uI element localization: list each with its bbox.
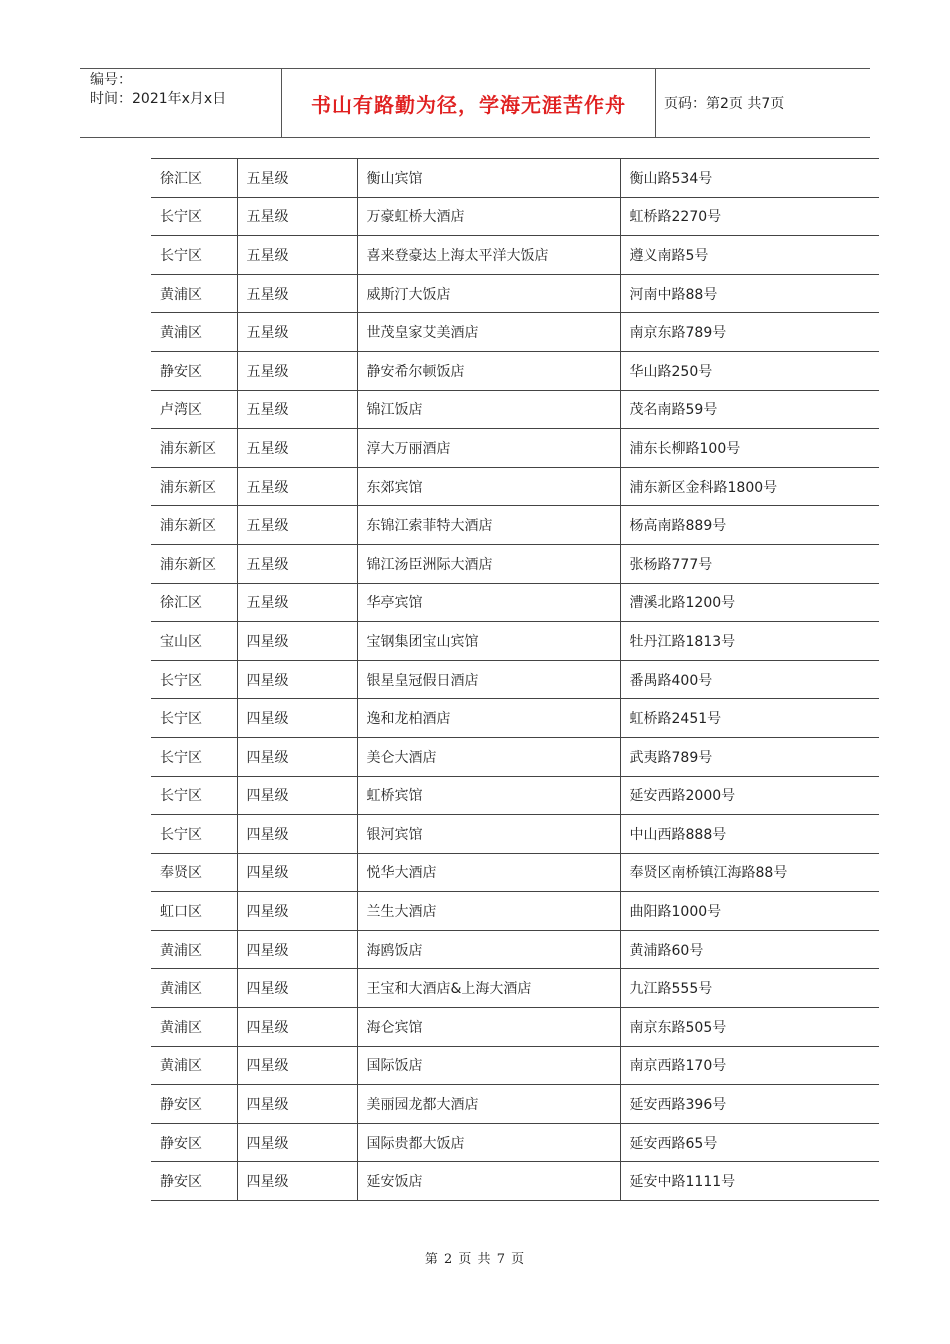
hotel-district-cell: 长宁区 (151, 197, 237, 236)
hotel-grade-cell: 四星级 (237, 1008, 357, 1047)
hotel-name-cell: 世茂皇家艾美酒店 (357, 313, 620, 352)
hotel-district-cell: 长宁区 (151, 660, 237, 699)
document-date-label: 时间：2021年x月x日 (90, 91, 227, 107)
hotel-table (151, 158, 879, 1201)
hotel-grade-cell: 五星级 (237, 197, 357, 236)
hotel-district-cell: 浦东新区 (151, 467, 237, 506)
hotel-district-cell: 宝山区 (151, 622, 237, 661)
hotel-grade-cell: 五星级 (237, 506, 357, 545)
hotel-grade-cell: 五星级 (237, 544, 357, 583)
hotel-address-cell: 南京东路505号 (620, 1008, 879, 1047)
hotel-address-cell: 虹桥路2451号 (620, 699, 879, 738)
hotel-name-cell: 国际饭店 (357, 1046, 620, 1085)
hotel-grade-cell: 四星级 (237, 660, 357, 699)
hotel-address-cell: 延安西路65号 (620, 1123, 879, 1162)
hotel-district-cell: 虹口区 (151, 892, 237, 931)
hotel-district-cell: 静安区 (151, 1162, 237, 1201)
hotel-district-cell: 静安区 (151, 1123, 237, 1162)
table-row (151, 159, 879, 198)
hotel-name-cell: 静安希尔顿饭店 (357, 351, 620, 390)
hotel-grade-cell: 四星级 (237, 1123, 357, 1162)
hotel-name-cell: 华亭宾馆 (357, 583, 620, 622)
table-row (151, 583, 879, 622)
document-number-label: 编号： (90, 72, 132, 88)
hotel-address-cell: 九江路555号 (620, 969, 879, 1008)
table-row (151, 467, 879, 506)
hotel-district-cell: 长宁区 (151, 776, 237, 815)
hotel-address-cell: 武夷路789号 (620, 737, 879, 776)
hotel-address-cell: 南京西路170号 (620, 1046, 879, 1085)
hotel-district-cell: 黄浦区 (151, 930, 237, 969)
hotel-name-cell: 银河宾馆 (357, 815, 620, 854)
hotel-name-cell: 美仑大酒店 (357, 737, 620, 776)
hotel-address-cell: 浦东新区金科路1800号 (620, 467, 879, 506)
hotel-address-cell: 茂名南路59号 (620, 390, 879, 429)
hotel-grade-cell: 四星级 (237, 699, 357, 738)
table-row (151, 1046, 879, 1085)
hotel-name-cell: 威斯汀大饭店 (357, 274, 620, 313)
hotel-address-cell: 浦东长柳路100号 (620, 429, 879, 468)
table-row (151, 429, 879, 468)
hotel-district-cell: 黄浦区 (151, 274, 237, 313)
hotel-grade-cell: 四星级 (237, 892, 357, 931)
hotel-grade-cell: 四星级 (237, 622, 357, 661)
hotel-address-cell: 中山西路888号 (620, 815, 879, 854)
hotel-grade-cell: 四星级 (237, 1046, 357, 1085)
table-row (151, 351, 879, 390)
hotel-grade-cell: 四星级 (237, 815, 357, 854)
hotel-grade-cell: 四星级 (237, 930, 357, 969)
page-header (80, 68, 870, 138)
table-row (151, 737, 879, 776)
hotel-address-cell: 延安西路396号 (620, 1085, 879, 1124)
table-row (151, 892, 879, 931)
hotel-address-cell: 漕溪北路1200号 (620, 583, 879, 622)
hotel-district-cell: 徐汇区 (151, 159, 237, 198)
hotel-name-cell: 国际贵都大饭店 (357, 1123, 620, 1162)
hotel-grade-cell: 四星级 (237, 1085, 357, 1124)
table-row (151, 506, 879, 545)
table-row (151, 930, 879, 969)
hotel-address-cell: 番禺路400号 (620, 660, 879, 699)
hotel-grade-cell: 四星级 (237, 776, 357, 815)
table-row (151, 1085, 879, 1124)
hotel-address-cell: 遵义南路5号 (620, 236, 879, 275)
hotel-grade-cell: 四星级 (237, 853, 357, 892)
hotel-name-cell: 东郊宾馆 (357, 467, 620, 506)
hotel-name-cell: 虹桥宾馆 (357, 776, 620, 815)
hotel-name-cell: 银星皇冠假日酒店 (357, 660, 620, 699)
hotel-address-cell: 曲阳路1000号 (620, 892, 879, 931)
hotel-grade-cell: 五星级 (237, 159, 357, 198)
hotel-grade-cell: 五星级 (237, 236, 357, 275)
table-row (151, 1008, 879, 1047)
hotel-address-cell: 虹桥路2270号 (620, 197, 879, 236)
hotel-district-cell: 浦东新区 (151, 506, 237, 545)
hotel-district-cell: 黄浦区 (151, 1046, 237, 1085)
hotel-name-cell: 东锦江索菲特大酒店 (357, 506, 620, 545)
table-row (151, 969, 879, 1008)
hotel-name-cell: 宝钢集团宝山宾馆 (357, 622, 620, 661)
hotel-address-cell: 奉贤区南桥镇江海路88号 (620, 853, 879, 892)
hotel-name-cell: 锦江汤臣洲际大酒店 (357, 544, 620, 583)
hotel-address-cell: 延安中路1111号 (620, 1162, 879, 1201)
header-page-number: 页码：第2页 共7页 (664, 96, 785, 112)
table-row (151, 622, 879, 661)
hotel-district-cell: 奉贤区 (151, 853, 237, 892)
hotel-district-cell: 静安区 (151, 351, 237, 390)
hotel-grade-cell: 五星级 (237, 467, 357, 506)
hotel-address-cell: 衡山路534号 (620, 159, 879, 198)
hotel-district-cell: 静安区 (151, 1085, 237, 1124)
hotel-district-cell: 黄浦区 (151, 313, 237, 352)
table-row (151, 236, 879, 275)
hotel-name-cell: 淳大万丽酒店 (357, 429, 620, 468)
table-row (151, 313, 879, 352)
hotel-district-cell: 黄浦区 (151, 1008, 237, 1047)
hotel-grade-cell: 四星级 (237, 737, 357, 776)
hotel-district-cell: 卢湾区 (151, 390, 237, 429)
hotel-name-cell: 海鸥饭店 (357, 930, 620, 969)
hotel-district-cell: 长宁区 (151, 737, 237, 776)
hotel-address-cell: 杨高南路889号 (620, 506, 879, 545)
table-row (151, 1162, 879, 1201)
table-row (151, 853, 879, 892)
hotel-district-cell: 长宁区 (151, 236, 237, 275)
hotel-name-cell: 悦华大酒店 (357, 853, 620, 892)
hotel-address-cell: 黄浦路60号 (620, 930, 879, 969)
hotel-name-cell: 锦江饭店 (357, 390, 620, 429)
hotel-name-cell: 海仑宾馆 (357, 1008, 620, 1047)
hotel-grade-cell: 五星级 (237, 351, 357, 390)
hotel-grade-cell: 四星级 (237, 969, 357, 1008)
hotel-district-cell: 长宁区 (151, 699, 237, 738)
hotel-grade-cell: 五星级 (237, 429, 357, 468)
page-footer: 第 2 页 共 7 页 (424, 1252, 526, 1267)
table-row (151, 197, 879, 236)
hotel-table-body (151, 159, 879, 1201)
hotel-name-cell: 美丽园龙都大酒店 (357, 1085, 620, 1124)
hotel-district-cell: 徐汇区 (151, 583, 237, 622)
hotel-address-cell: 南京东路789号 (620, 313, 879, 352)
header-motto: 书山有路勤为径，学海无涯苦作舟 (282, 69, 656, 137)
table-row (151, 815, 879, 854)
table-row (151, 660, 879, 699)
hotel-district-cell: 浦东新区 (151, 429, 237, 468)
hotel-address-cell: 延安西路2000号 (620, 776, 879, 815)
hotel-grade-cell: 五星级 (237, 583, 357, 622)
hotel-name-cell: 衡山宾馆 (357, 159, 620, 198)
table-row (151, 776, 879, 815)
hotel-address-cell: 河南中路88号 (620, 274, 879, 313)
hotel-district-cell: 浦东新区 (151, 544, 237, 583)
hotel-name-cell: 喜来登豪达上海太平洋大饭店 (357, 236, 620, 275)
hotel-name-cell: 延安饭店 (357, 1162, 620, 1201)
hotel-name-cell: 万豪虹桥大酒店 (357, 197, 620, 236)
hotel-address-cell: 牡丹江路1813号 (620, 622, 879, 661)
table-row (151, 699, 879, 738)
hotel-district-cell: 黄浦区 (151, 969, 237, 1008)
table-row (151, 544, 879, 583)
hotel-address-cell: 华山路250号 (620, 351, 879, 390)
hotel-grade-cell: 四星级 (237, 1162, 357, 1201)
hotel-grade-cell: 五星级 (237, 274, 357, 313)
hotel-grade-cell: 五星级 (237, 313, 357, 352)
table-row (151, 1123, 879, 1162)
table-row (151, 274, 879, 313)
hotel-name-cell: 王宝和大酒店&上海大酒店 (357, 969, 620, 1008)
hotel-address-cell: 张杨路777号 (620, 544, 879, 583)
hotel-grade-cell: 五星级 (237, 390, 357, 429)
table-row (151, 390, 879, 429)
hotel-name-cell: 逸和龙柏酒店 (357, 699, 620, 738)
hotel-name-cell: 兰生大酒店 (357, 892, 620, 931)
hotel-district-cell: 长宁区 (151, 815, 237, 854)
header-meta (80, 69, 282, 137)
